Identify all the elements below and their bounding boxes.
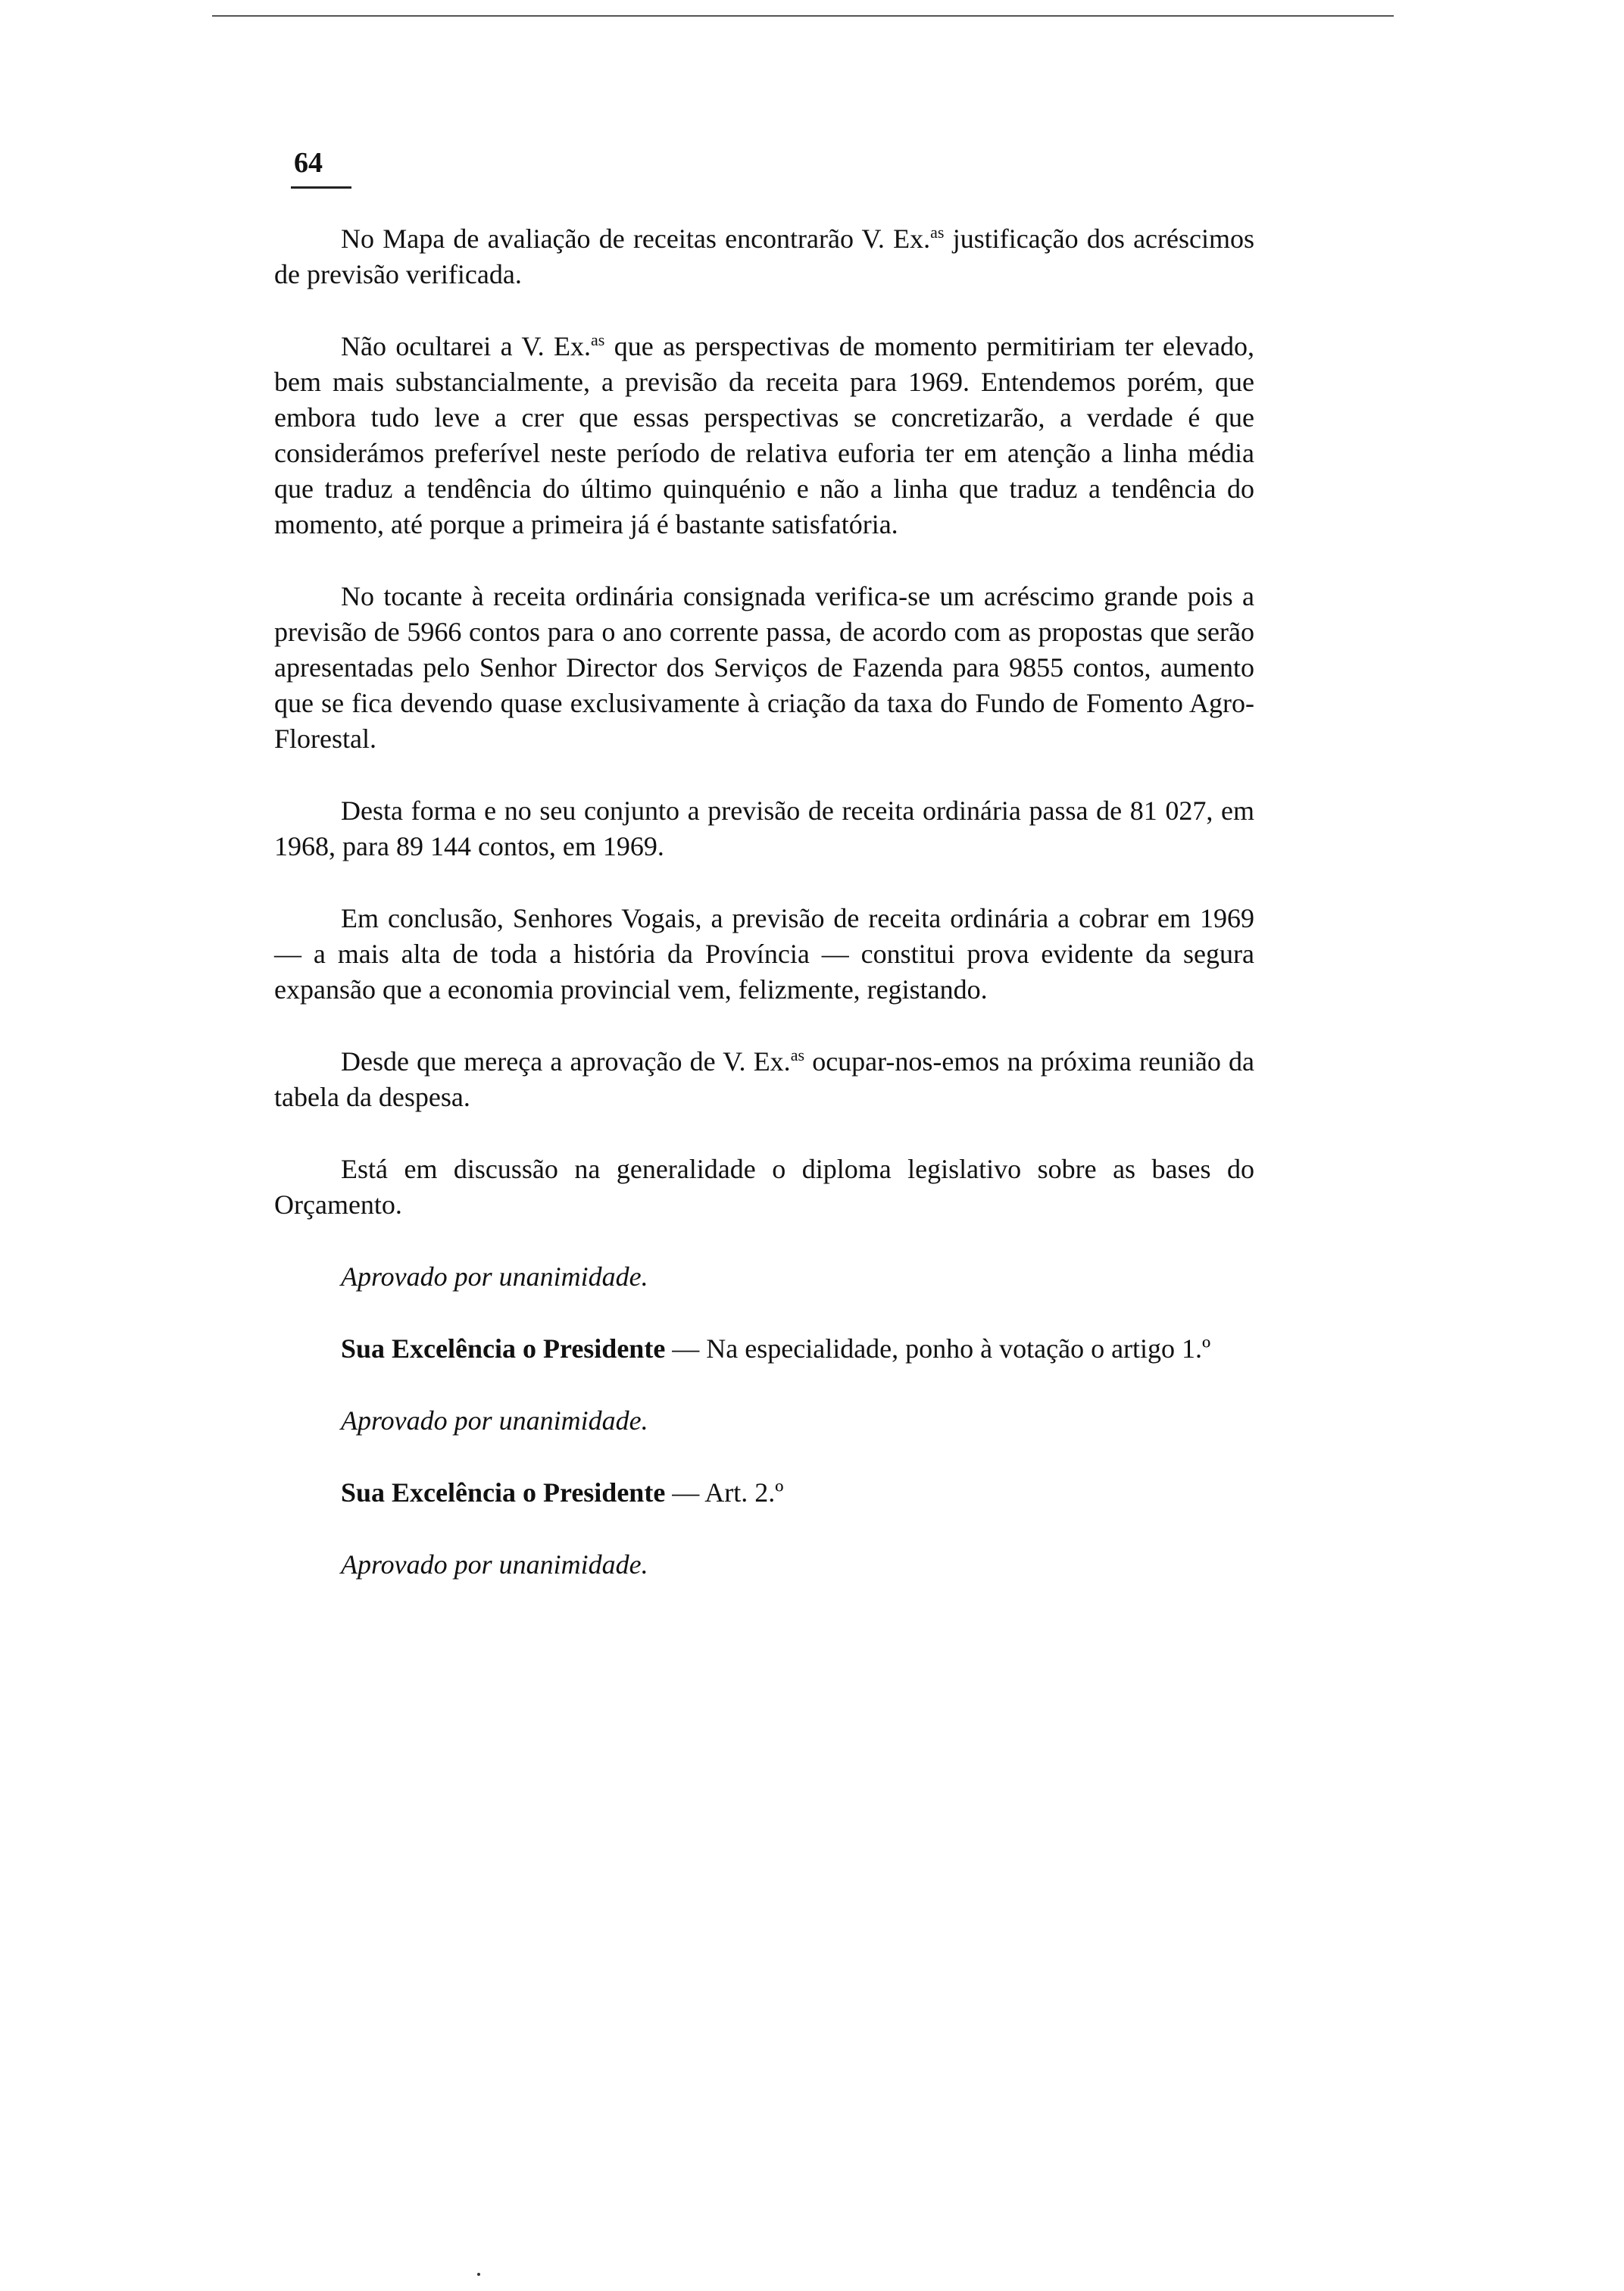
top-page-rule xyxy=(212,15,1394,17)
scan-dot-mark xyxy=(477,2273,480,2276)
page-number: 64 xyxy=(294,147,323,179)
paragraph-conjunto-previsao: Desta forma e no seu conjunto a previsão de receita ordinária passa de 81 027, em 1968, para 89 144 contos, em 1969. xyxy=(274,795,1254,861)
superscript-as: as xyxy=(790,1045,805,1064)
speaker-name: Sua Excelência o Presidente xyxy=(341,1477,666,1508)
speech-presidente-artigo-1 xyxy=(274,1331,1254,1367)
paragraph-perspectivas xyxy=(274,329,1254,542)
speech-text: — Na especialidade, ponho à votação o artigo 1.º xyxy=(665,1333,1211,1364)
vote-result: Aprovado por unanimidade. xyxy=(341,1261,648,1292)
paragraph-proxima-reuniao xyxy=(274,1044,1254,1115)
paragraph-text: justificação dos acréscimos de previsão verificada. xyxy=(274,223,1255,289)
paragraph-discussao-generalidade: Está em discussão na generalidade o diploma legislativo sobre as bases do Orçamento. xyxy=(274,1154,1254,1220)
speaker-name: Sua Excelência o Presidente xyxy=(341,1333,666,1364)
paragraph-text: No Mapa de avaliação de receitas encontrarão V. Ex. xyxy=(341,223,931,254)
paragraph-text: ocupar-nos-emos na próxima reunião da tabela da despesa. xyxy=(274,1046,1255,1112)
superscript-as: as xyxy=(930,223,945,242)
paragraph-conclusao: Em conclusão, Senhores Vogais, a previsão de receita ordinária a cobrar em 1969 — a mais alta de toda a história da Província — constitui prova evidente da segura expansão que a economia provincial vem, felizmente, registando. xyxy=(274,903,1254,1005)
vote-result: Aprovado por unanimidade. xyxy=(341,1549,648,1580)
paragraph-receita-consignada: No tocante à receita ordinária consignada verifica-se um acréscimo grande pois a previsão de 5966 contos para o ano corrente passa, de acordo com as propostas que serão apresentadas pelo Senhor Director dos Serviços de Fazenda para 9855 contos, aumento que se fica devendo quase exclusivamente à criação da taxa do Fundo de Fomento Agro-Florestal. xyxy=(274,581,1254,754)
paragraph-mapa-avaliacao xyxy=(274,221,1254,292)
paragraph-text: Desde que mereça a aprovação de V. Ex. xyxy=(341,1046,791,1077)
superscript-as: as xyxy=(591,330,605,349)
speech-presidente-artigo-2 xyxy=(274,1475,1254,1511)
paragraph-text: Não ocultarei a V. Ex. xyxy=(341,331,592,361)
document-body xyxy=(274,221,1254,1619)
page-number-underline xyxy=(291,186,351,189)
vote-result: Aprovado por unanimidade. xyxy=(341,1405,648,1436)
speech-text: — Art. 2.º xyxy=(665,1477,784,1508)
paragraph-text: que as perspectivas de momento permitiriam ter elevado, bem mais substancialmente, a previsão da receita para 1969. Entendemos porém, que embora tudo leve a crer que essas perspectivas se concretizarão, a verdade é que considerámos preferível neste período de relativa euforia ter em atenção a linha média que traduz a tendência do último quinquénio e não a linha que traduz a tendência do momento, até porque a primeira já é bastante satisfatória. xyxy=(274,331,1254,539)
